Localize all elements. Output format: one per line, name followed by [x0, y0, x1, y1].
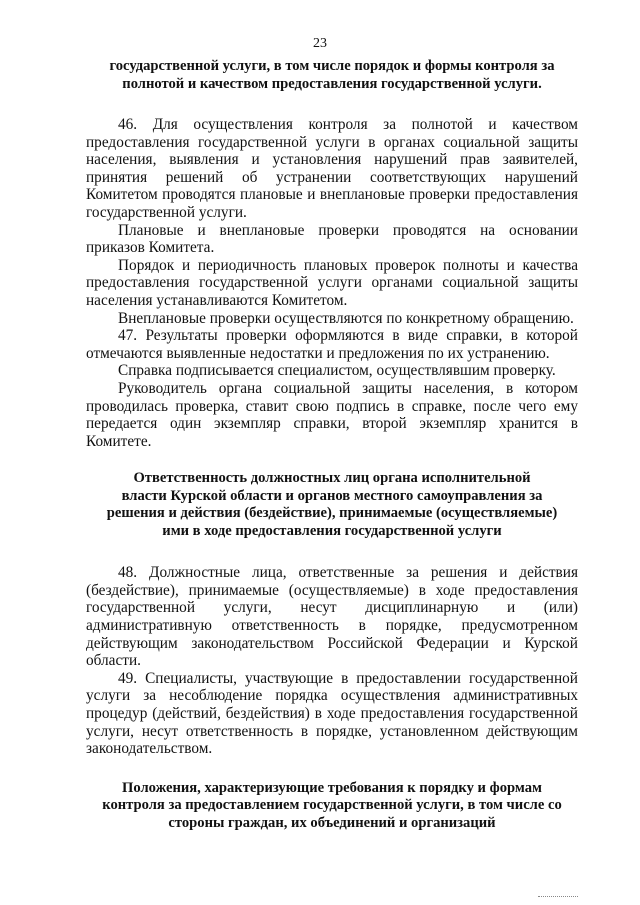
heading-line: государственной услуги, в том числе порядок и формы контроля за: [109, 58, 555, 74]
paragraph-group-control: [86, 116, 578, 450]
heading-line: решения и действия (бездействие), принимаемые (осуществляемые): [106, 505, 558, 522]
paragraph-checks-periodicity: Порядок и периодичность плановых проверок полноты и качества предоставления государственной услуги органами социальной защиты населения устанавливаются Комитетом.: [86, 256, 578, 309]
paragraph-unscheduled-checks: Внеплановые проверки осуществляются по конкретному обращению.: [118, 309, 574, 327]
paragraph-49: 49. Специалисты, участвующие в предоставлении государственной услуги за несоблюдение порядка осуществления административных процедур (действий, бездействия) в ходе предоставления государственной услуги, несут ответственность в порядке, установленном действующим законодательством.: [86, 669, 578, 758]
section-heading-responsibility: [86, 470, 578, 540]
page-bottom-mark: [538, 896, 578, 898]
page-number: 23: [313, 36, 327, 51]
heading-line: полнотой и качеством предоставления государственной услуги.: [122, 75, 542, 92]
paragraph-47: 47. Результаты проверки оформляются в виде справки, в которой отмечаются выявленные недостатки и предложения по их устранению.: [86, 327, 578, 362]
heading-line: стороны граждан, их объединений и организаций: [168, 814, 496, 831]
page-content: [86, 58, 578, 832]
paragraph-group-responsibility: [86, 564, 578, 758]
paragraph-48: 48. Должностные лица, ответственные за решения и действия (бездействие), принимаемые (осуществляемые) в ходе предоставления государственной услуги, несут дисциплинарную и (или) административную ответственность в порядке, предусмотренном действующим законодательством Российской Федерации и Курской области.: [86, 564, 578, 670]
heading-line: Ответственность должностных лиц органа исполнительной: [133, 470, 531, 487]
heading-line: Положения, характеризующие требования к порядку и формам: [122, 779, 542, 796]
heading-line: власти Курской области и органов местного самоуправления за: [121, 487, 543, 504]
paragraph-checks-basis: Плановые и внеплановые проверки проводятся на основании приказов Комитета.: [86, 221, 578, 257]
paragraph-46: 46. Для осуществления контроля за полнотой и качеством предоставления государственной услуги в органах социальной защиты населения, выявления и установления нарушений прав заявителей, принятия решений об устранении соответствующих нарушений Комитетом проводятся плановые и внеплановые проверки предоставления государственной услуги.: [86, 116, 578, 221]
heading-line: ими в ходе предоставления государственной услуги: [162, 522, 502, 539]
paragraph-report-signature: Справка подписывается специалистом, осуществлявшим проверку.: [118, 362, 556, 380]
heading-line: контроля за предоставлением государственной услуги, в том числе со: [102, 797, 562, 814]
section-heading-continuation: [86, 58, 578, 93]
paragraph-head-signature: Руководитель органа социальной защиты населения, в котором проводилась проверка, ставит свою подпись в справке, после чего ему передается один экземпляр справки, второй экземпляр хранится в Комитете.: [86, 379, 578, 450]
section-heading-control-requirements: [86, 780, 578, 833]
